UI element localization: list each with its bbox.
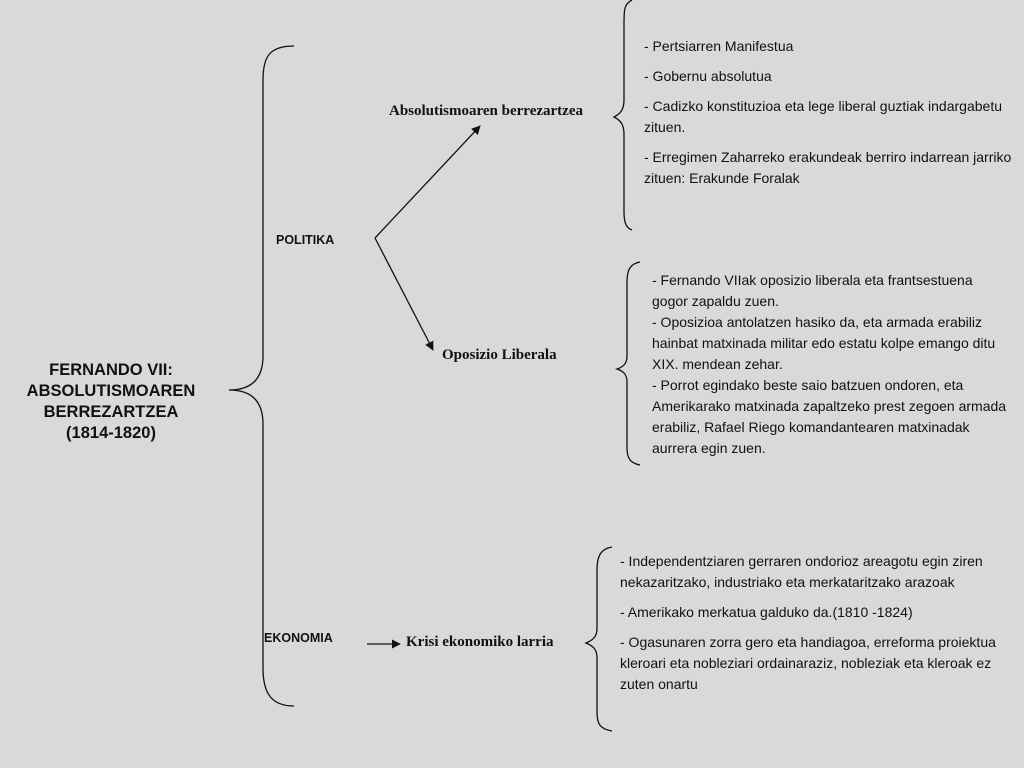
list-item: - Cadizko konstituzioa eta lege liberal guztiak indargabetu zituen. — [644, 98, 1002, 135]
list-item: - Ogasunaren zorra gero eta handiagoa, erreforma proiektua kleroari eta nobleziari ordainaraziz, nobleziak eta kleroak ez zuten onartu — [620, 634, 996, 692]
list-item: - Fernando VIIak oposizio liberala eta frantsestuena gogor zapaldu zuen. — [652, 272, 973, 309]
krisia-bracket — [586, 547, 612, 731]
list-item: - Porrot egindako beste saio batzuen ondoren, eta Amerikarako matxinada zapaltzeko prest zegoen armada erabiliz, Rafael Riego komandantearen matxinadak aurrera egin zuen. — [652, 377, 1007, 456]
main-title-line4: (1814-1820) — [66, 424, 156, 442]
arrow-to-absolutismoa — [375, 126, 480, 238]
arrow-to-oposizioa — [375, 238, 433, 350]
list-item: - Pertsiarren Manifestua — [644, 38, 794, 54]
node-krisia: Krisi ekonomiko larria — [406, 634, 554, 650]
node-oposizioa: Oposizio Liberala — [442, 347, 557, 363]
absolutismoa-list — [644, 36, 1020, 198]
main-title-line1: FERNANDO VII: — [49, 361, 173, 379]
node-absolutismoa: Absolutismoaren berrezartzea — [389, 103, 583, 119]
main-bracket — [229, 46, 294, 706]
branch-ekonomia: EKONOMIA — [264, 631, 333, 645]
main-title-line2: ABSOLUTISMOAREN — [26, 382, 196, 400]
oposizioa-bracket — [617, 262, 640, 465]
main-title — [0, 360, 222, 444]
absolutismoa-bracket — [614, 0, 632, 230]
main-title-line3: BERREZARTZEA — [43, 403, 179, 421]
oposizioa-list — [652, 270, 1012, 459]
list-item: - Oposizioa antolatzen hasiko da, eta armada erabiliz hainbat matxinada militar edo estatu kolpe emango ditu XIX. mendean zehar. — [652, 314, 996, 372]
list-item: - Erregimen Zaharreko erakundeak berriro indarrean jarriko zituen: Erakunde Foralak — [644, 149, 1012, 186]
krisia-list — [620, 551, 1010, 704]
branch-politika: POLITIKA — [276, 233, 335, 247]
list-item: - Amerikako merkatua galduko da.(1810 -1824) — [620, 604, 913, 620]
list-item: - Gobernu absolutua — [644, 68, 772, 84]
list-item: - Independentziaren gerraren ondorioz areagotu egin ziren nekazaritzako, industriako eta merkataritzako arazoak — [620, 553, 983, 590]
